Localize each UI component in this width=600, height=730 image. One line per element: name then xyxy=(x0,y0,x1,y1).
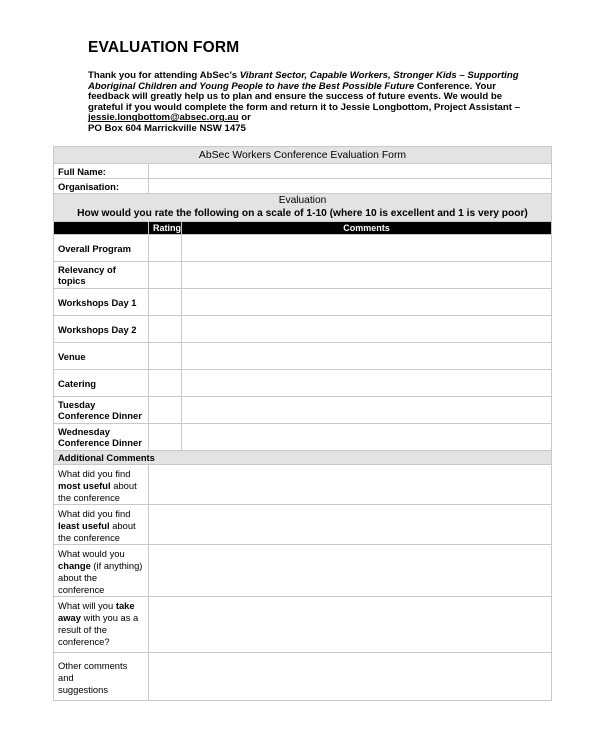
q1-line1: What did you find xyxy=(58,468,131,479)
item-wednesday-dinner xyxy=(54,424,149,451)
item-venue: Venue xyxy=(54,343,149,370)
item-workshops-day-2: Workshops Day 2 xyxy=(54,316,149,343)
answer-field[interactable] xyxy=(149,545,552,597)
comments-header: Comments xyxy=(182,222,552,235)
page-title: EVALUATION FORM xyxy=(88,39,240,56)
email-link[interactable]: jessie.longbottom@absec.org.au xyxy=(88,112,239,124)
rating-field[interactable] xyxy=(149,397,182,424)
q4-rest: with you as a xyxy=(80,612,139,623)
q2-rest: about xyxy=(109,520,136,531)
evaluation-table xyxy=(53,146,552,701)
question-least-useful xyxy=(54,505,149,545)
dinner2-line1: Wednesday xyxy=(58,425,110,437)
item-relevancy-of-topics: Relevancy of topics xyxy=(54,262,149,289)
evaluation-question: How would you rate the following on a scale of 1-10 (where 10 is excellent and 1 is very poor) xyxy=(77,207,528,219)
item-catering: Catering xyxy=(54,370,149,397)
organisation-label: Organisation: xyxy=(54,179,149,194)
q3-emph: change xyxy=(58,560,91,571)
q4-line4: conference? xyxy=(58,636,110,647)
q4-line3: result of the xyxy=(58,624,107,635)
q4-emph1: take xyxy=(115,600,135,611)
question-take-away xyxy=(54,597,149,653)
intro-line3: feedback will greatly help us to plan and ensure the success of future events. We would be xyxy=(88,91,503,103)
q3-line1: What would you xyxy=(58,548,125,559)
comments-field[interactable] xyxy=(182,397,552,424)
comments-field[interactable] xyxy=(182,343,552,370)
q2-emph: least useful xyxy=(58,520,110,531)
intro-text xyxy=(88,71,548,135)
q2-line1: What did you find xyxy=(58,508,131,519)
intro-line2b: Conference. Your xyxy=(414,80,496,92)
q2-line3: the conference xyxy=(58,532,121,543)
postal-address: PO Box 604 Marrickville NSW 1475 xyxy=(88,122,246,134)
dinner1-line1: Tuesday xyxy=(58,398,96,410)
dinner1-line2: Conference Dinner xyxy=(58,410,142,421)
rating-field[interactable] xyxy=(149,262,182,289)
conference-name-2: Aboriginal Children and Young People to have the Best Possible Future xyxy=(88,80,415,92)
item-workshops-day-1: Workshops Day 1 xyxy=(54,289,149,316)
item-tuesday-dinner xyxy=(54,397,149,424)
comments-field[interactable] xyxy=(182,424,552,451)
question-change xyxy=(54,545,149,597)
rating-field[interactable] xyxy=(149,316,182,343)
additional-comments-heading: Additional Comments xyxy=(54,451,552,465)
email-suffix: or xyxy=(238,112,251,124)
question-most-useful xyxy=(54,465,149,505)
q4-emph2: away xyxy=(58,612,81,623)
intro-line1a: Thank you for attending AbSec’s xyxy=(88,70,240,81)
header-blank xyxy=(54,222,149,235)
answer-field[interactable] xyxy=(149,465,552,505)
q1-rest: about xyxy=(110,480,137,491)
evaluation-instructions xyxy=(54,194,552,222)
answer-field[interactable] xyxy=(149,597,552,653)
rating-field[interactable] xyxy=(149,235,182,262)
answer-field[interactable] xyxy=(149,505,552,545)
comments-field[interactable] xyxy=(182,370,552,397)
item-overall-program: Overall Program xyxy=(54,235,149,262)
question-other-comments xyxy=(54,653,149,701)
comments-field[interactable] xyxy=(182,262,552,289)
rating-field[interactable] xyxy=(149,289,182,316)
full-name-label: Full Name: xyxy=(54,164,149,179)
conference-name-1: Vibrant Sector, Capable Workers, Stronger Kids – Supporting xyxy=(239,70,519,81)
comments-field[interactable] xyxy=(182,235,552,262)
evaluation-title: Evaluation xyxy=(278,195,327,206)
full-name-field[interactable] xyxy=(149,164,552,179)
comments-field[interactable] xyxy=(182,289,552,316)
q5-line2: suggestions xyxy=(58,684,109,695)
q3-line3: about the conference xyxy=(58,572,105,595)
comments-field[interactable] xyxy=(182,316,552,343)
rating-field[interactable] xyxy=(149,370,182,397)
q4-line1: What will you xyxy=(58,600,116,611)
q1-emph: most useful xyxy=(58,480,111,491)
q1-line3: the conference xyxy=(58,492,121,503)
rating-header: Rating xyxy=(149,222,182,235)
answer-field[interactable] xyxy=(149,653,552,701)
dinner2-line2: Conference Dinner xyxy=(58,437,142,448)
rating-field[interactable] xyxy=(149,343,182,370)
form-heading: AbSec Workers Conference Evaluation Form xyxy=(54,147,552,164)
organisation-field[interactable] xyxy=(149,179,552,194)
rating-field[interactable] xyxy=(149,424,182,451)
q3-rest: (if anything) xyxy=(90,560,143,571)
intro-line4: grateful if you would complete the form and return it to Jessie Longbottom, Project Assistant – xyxy=(88,101,520,113)
q5-line1: Other comments and xyxy=(58,660,128,683)
